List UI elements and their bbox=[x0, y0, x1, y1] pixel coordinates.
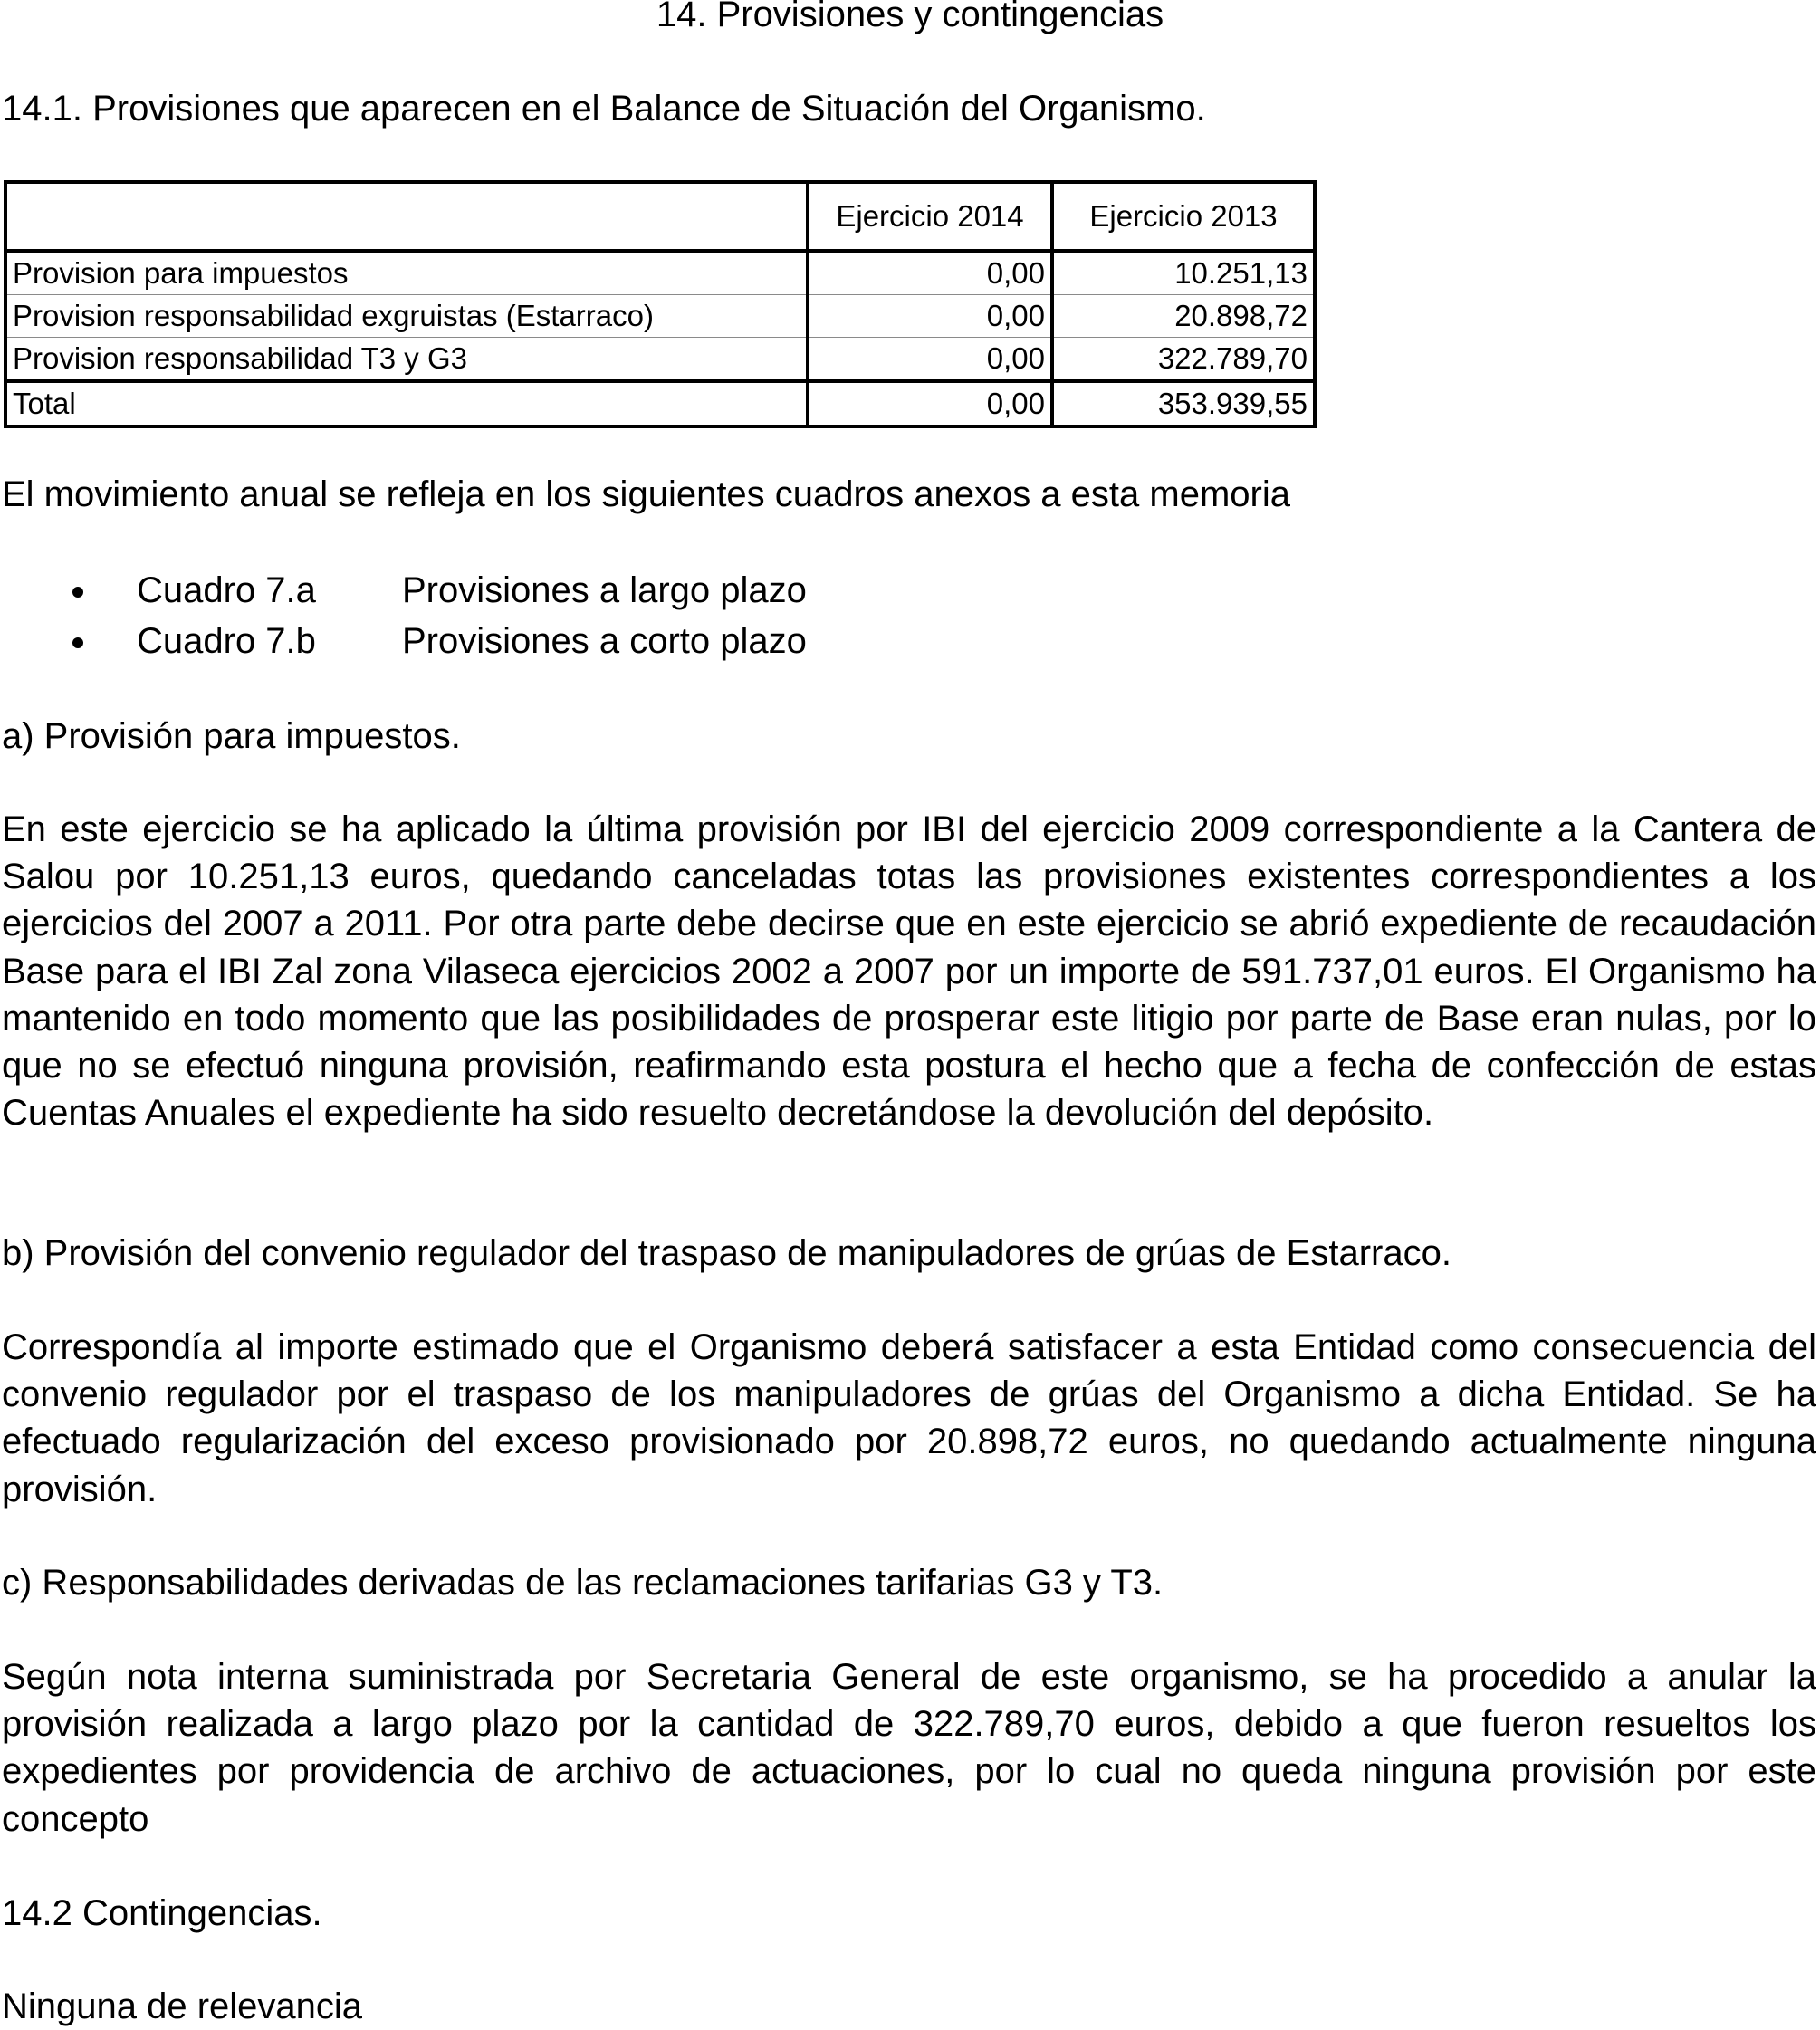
row-value-2014: 0,00 bbox=[808, 251, 1052, 295]
table-row bbox=[5, 251, 1315, 295]
page-title: 14. Provisiones y contingencias bbox=[656, 0, 1164, 34]
movimiento-text: El movimiento anual se refleja en los siguientes cuadros anexos a esta memoria bbox=[2, 474, 1290, 514]
table-header-2013: Ejercicio 2013 bbox=[1052, 182, 1315, 251]
row-value-2014: 0,00 bbox=[808, 295, 1052, 338]
row-value-2013: 322.789,70 bbox=[1052, 338, 1315, 382]
row-label: Provision responsabilidad T3 y G3 bbox=[5, 338, 808, 382]
table-row bbox=[5, 295, 1315, 338]
table-total-row bbox=[5, 381, 1315, 426]
section-heading-14-2: 14.2 Contingencias. bbox=[2, 1893, 322, 1933]
total-value-2013: 353.939,55 bbox=[1052, 381, 1315, 426]
section-a-text: En este ejercicio se ha aplicado la última provisión por IBI del ejercicio 2009 correspondiente a la Cantera de Salou por 10.251,13 euros, quedando canceladas totas las provisiones existentes correspondientes a los ejercicios del 2007 a 2011. Por otra parte debe decirse que en este ejercicio se abrió expediente de recaudación Base para el IBI Zal zona Vilaseca ejercicios 2002 a 2007 por un importe de 591.737,01 euros. El Organismo ha mantenido en todo momento que las posibilidades de prosperar este litigio por parte de Base eran nulas, por lo que no se efectuó ninguna provisión, reafirmando esta postura el hecho que a fecha de confección de estas Cuentas Anuales el expediente ha sido resuelto decretándose la devolución del depósito. bbox=[2, 809, 1816, 1134]
row-label: Provision responsabilidad exgruistas (Estarraco) bbox=[5, 295, 808, 338]
table-header-2014: Ejercicio 2014 bbox=[808, 182, 1052, 251]
row-value-2014: 0,00 bbox=[808, 338, 1052, 382]
bullet-dot-icon bbox=[72, 637, 83, 648]
section-c-text: Según nota interna suministrada por Secretaria General de este organismo, se ha procedido a anular la provisión realizada a largo plazo por la cantidad de 322.789,70 euros, debido a que fueron resueltos los expedientes por providencia de archivo de actuaciones, por lo cual no queda ninguna provisión por este concepto bbox=[2, 1657, 1816, 1839]
total-value-2014: 0,00 bbox=[808, 381, 1052, 426]
bullet-dot-icon bbox=[72, 587, 83, 598]
section-b-text: Correspondía al importe estimado que el Organismo deberá satisfacer a esta Entidad como consecuencia del convenio regulador por el traspaso de los manipuladores de grúas del Organismo a dicha Entidad. Se ha efectuado regularización del exceso provisionado por 20.898,72 euros, no quedando actualmente ninguna provisión. bbox=[2, 1327, 1816, 1509]
row-label: Provision para impuestos bbox=[13, 256, 349, 290]
table-header-row bbox=[5, 182, 1315, 251]
row-value-2013: 10.251,13 bbox=[1052, 251, 1315, 295]
section-heading-14-1: 14.1. Provisiones que aparecen en el Balance de Situación del Organismo. bbox=[2, 89, 1206, 129]
section-c-heading: c) Responsabilidades derivadas de las reclamaciones tarifarias G3 y T3. bbox=[2, 1563, 1164, 1603]
section-14-2-text: Ninguna de relevancia bbox=[2, 1987, 363, 2026]
provisions-table bbox=[4, 180, 1317, 428]
table-row bbox=[5, 338, 1315, 382]
table-header-label bbox=[5, 182, 808, 251]
bullet-desc: Provisiones a largo plazo bbox=[402, 570, 807, 610]
bullet-code: Cuadro 7.a bbox=[137, 570, 316, 610]
section-b-heading: b) Provisión del convenio regulador del traspaso de manipuladores de grúas de Estarraco. bbox=[2, 1233, 1451, 1273]
total-label: Total bbox=[5, 381, 808, 426]
row-value-2013: 20.898,72 bbox=[1052, 295, 1315, 338]
bullet-code: Cuadro 7.b bbox=[137, 621, 316, 661]
section-a-heading: a) Provisión para impuestos. bbox=[2, 716, 461, 756]
bullet-desc: Provisiones a corto plazo bbox=[402, 621, 807, 661]
